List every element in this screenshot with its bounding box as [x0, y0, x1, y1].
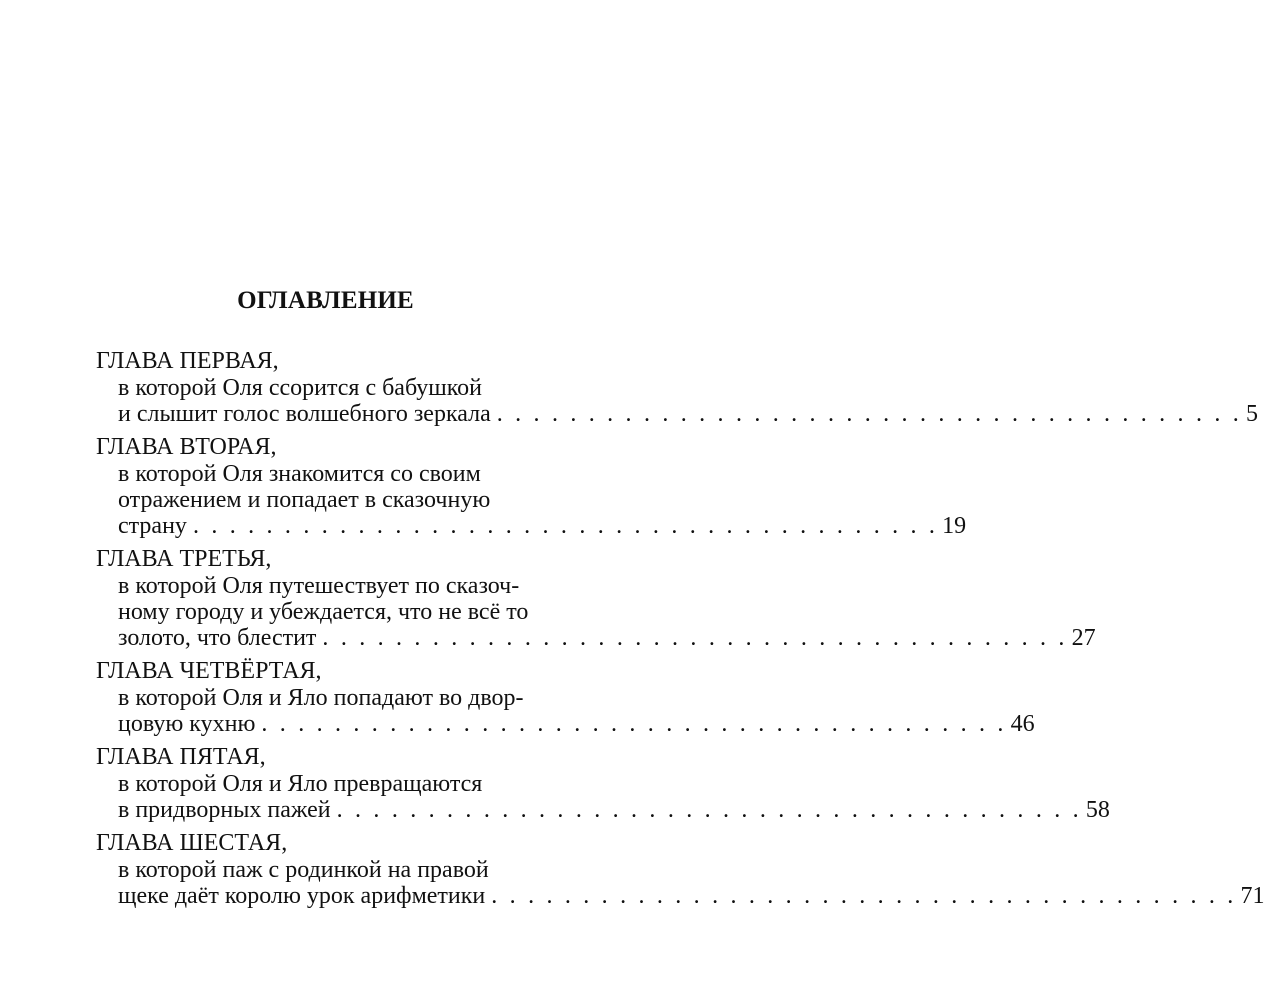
- chapter-description-end: цовую кухню: [118, 711, 256, 737]
- table-of-contents: [96, 348, 1264, 916]
- chapter-description-end: золото, что блестит: [118, 625, 317, 651]
- page-number: 46: [1010, 711, 1035, 737]
- dot-leader: . . . . . . . . . . . . . . . . . . . . . . . . . . . . . . . . . . . . . . . . .: [322, 625, 1068, 651]
- toc-entry-6: [96, 830, 1264, 910]
- chapter-heading: ГЛАВА ПЕРВАЯ,: [96, 348, 279, 374]
- chapter-last-line: [96, 625, 1096, 652]
- chapter-description-end: страну: [118, 513, 187, 539]
- chapter-description-end: в придворных пажей: [118, 797, 331, 823]
- chapter-last-line: [96, 711, 1035, 738]
- chapter-description-line: отражением и попадает в сказочную: [118, 487, 491, 513]
- dot-leader: . . . . . . . . . . . . . . . . . . . . . . . . . . . . . . . . . . . . . . . . .: [192, 513, 939, 539]
- chapter-last-line: [96, 797, 1110, 824]
- toc-title: ОГЛАВЛЕНИЕ: [237, 287, 414, 314]
- page-number: 58: [1085, 797, 1110, 823]
- dot-leader: . . . . . . . . . . . . . . . . . . . . . . . . . . . . . . . . . . . . . . . . .: [496, 401, 1242, 427]
- page-number: 71: [1240, 883, 1264, 909]
- chapter-description-line: в которой Оля и Яло попадают во двор-: [118, 685, 524, 711]
- page-number: 27: [1071, 625, 1096, 651]
- chapter-heading: ГЛАВА ЧЕТВЁРТАЯ,: [96, 658, 322, 684]
- toc-entry-1: [96, 348, 1258, 428]
- chapter-description-line: в которой паж с родинкой на правой: [118, 857, 489, 883]
- chapter-heading: ГЛАВА ТРЕТЬЯ,: [96, 546, 272, 572]
- page-number: 19: [942, 513, 967, 539]
- toc-entry-5: [96, 744, 1110, 824]
- chapter-description-line: в которой Оля путешествует по сказоч-: [118, 573, 520, 599]
- chapter-heading: ГЛАВА ШЕСТАЯ,: [96, 830, 288, 856]
- dot-leader: . . . . . . . . . . . . . . . . . . . . . . . . . . . . . . . . . . . . . . . . .: [261, 711, 1007, 737]
- page-number: 5: [1245, 401, 1258, 427]
- chapter-description-end: и слышит голос волшебного зеркала: [118, 401, 491, 427]
- chapter-last-line: [96, 401, 1258, 428]
- chapter-last-line: [96, 883, 1264, 910]
- chapter-description-line: в которой Оля и Яло превращаются: [118, 771, 483, 797]
- chapter-description-line: в которой Оля знакомится со своим: [118, 461, 481, 487]
- chapter-heading: ГЛАВА ВТОРАЯ,: [96, 434, 277, 460]
- chapter-last-line: [96, 513, 967, 540]
- chapter-heading: ГЛАВА ПЯТАЯ,: [96, 744, 266, 770]
- toc-entry-2: [96, 434, 967, 540]
- toc-entry-4: [96, 658, 1035, 738]
- chapter-description-line: ному городу и убеждается, что не всё то: [118, 599, 529, 625]
- chapter-description-line: в которой Оля ссорится с бабушкой: [118, 375, 483, 401]
- toc-entry-3: [96, 546, 1096, 652]
- dot-leader: . . . . . . . . . . . . . . . . . . . . . . . . . . . . . . . . . . . . . . . . .: [336, 797, 1082, 823]
- dot-leader: . . . . . . . . . . . . . . . . . . . . . . . . . . . . . . . . . . . . . . . . .: [491, 883, 1237, 909]
- chapter-description-end: щеке даёт королю урок арифметики: [118, 883, 486, 909]
